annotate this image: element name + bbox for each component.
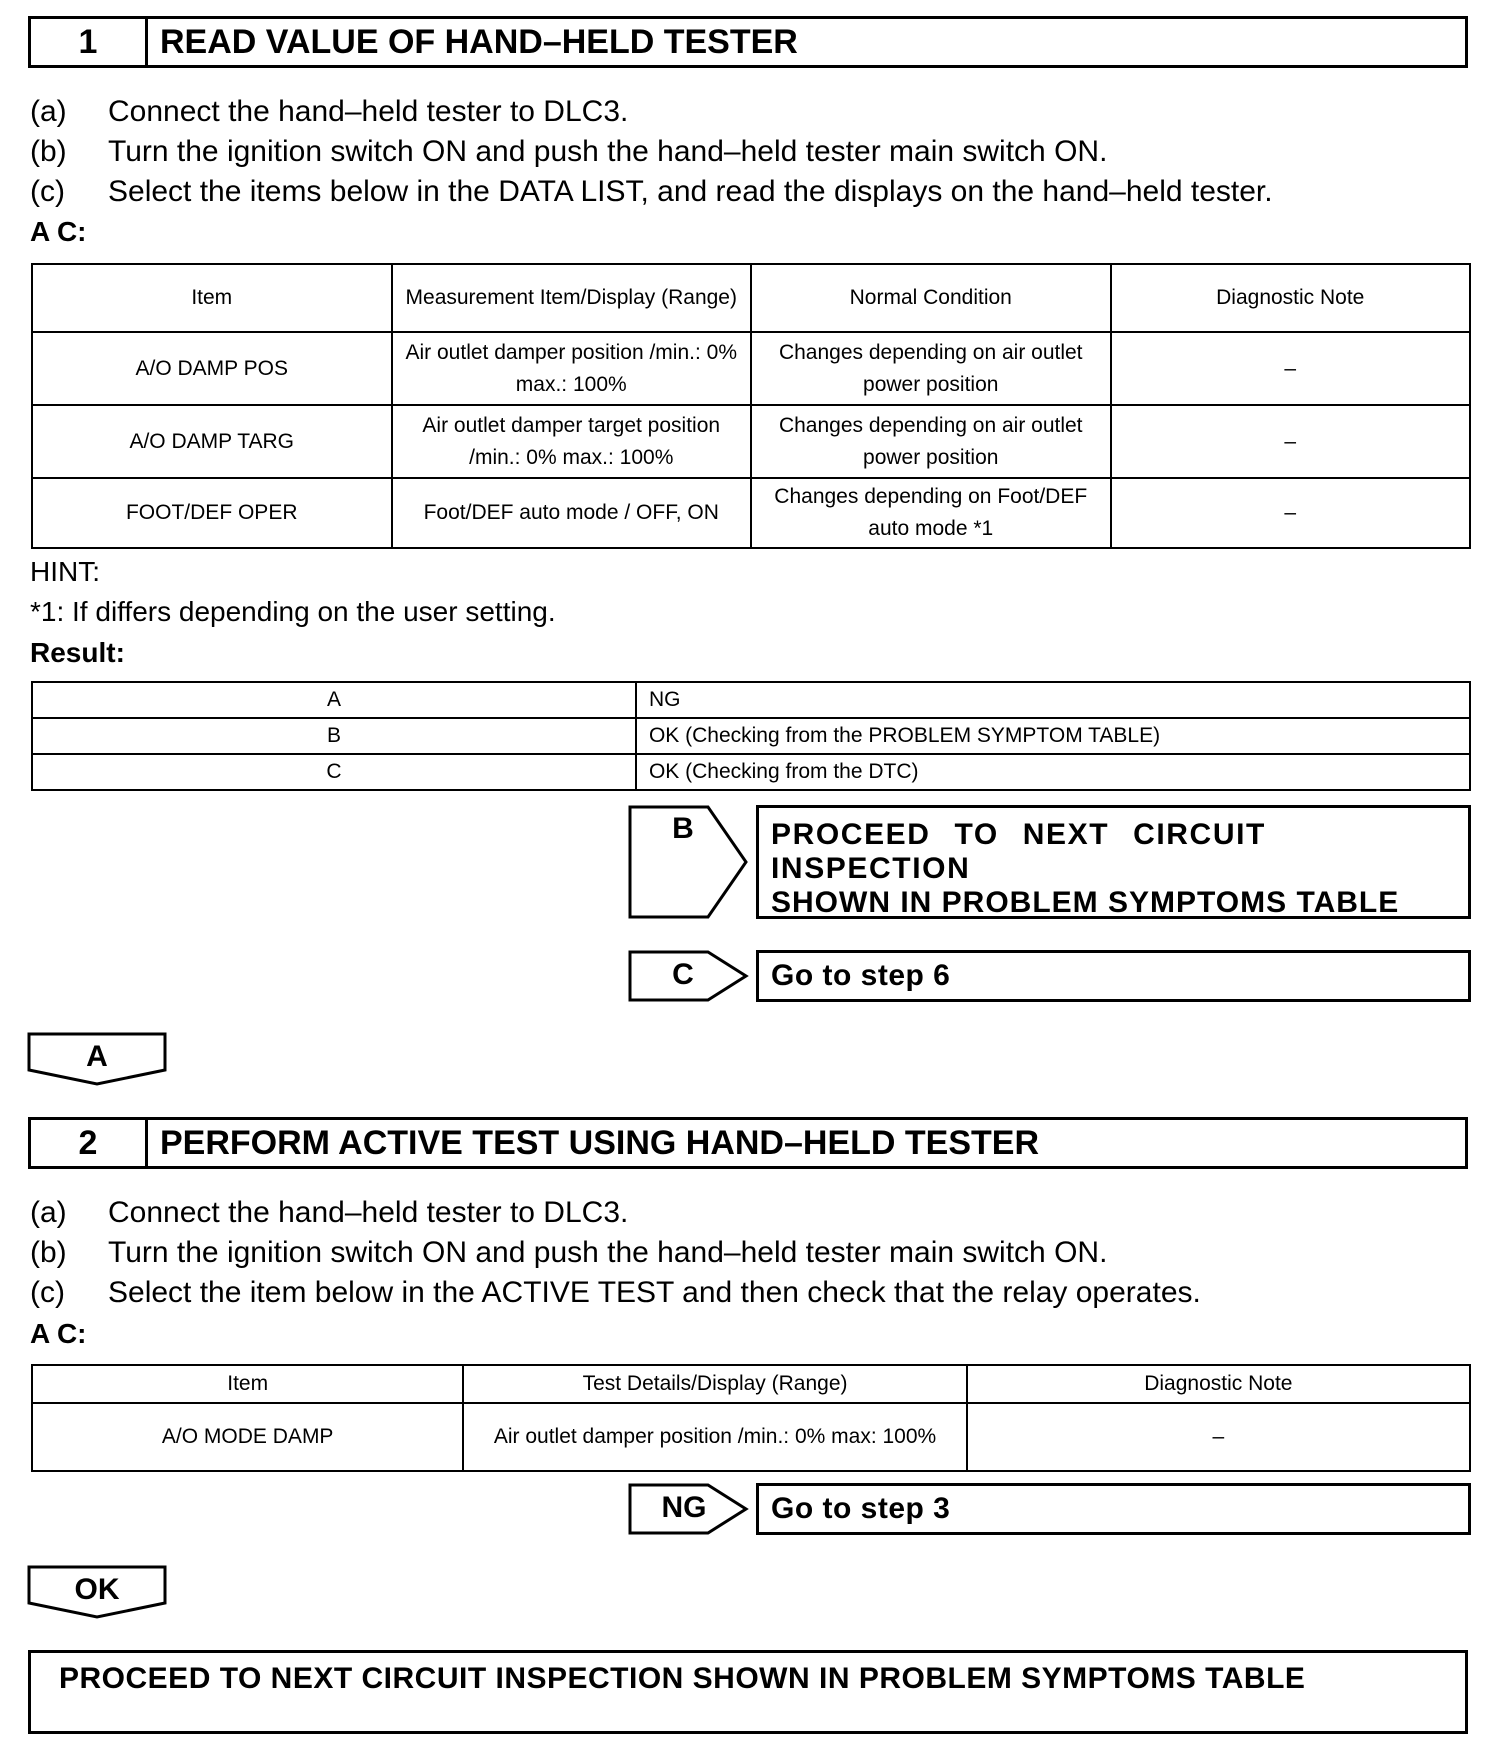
branch-ng-dest-text: Go to step 3 — [771, 1492, 951, 1525]
table-cell: A/O MODE DAMP — [32, 1403, 463, 1471]
table-row — [32, 405, 1470, 478]
table-cell: – — [967, 1403, 1470, 1471]
step1-ac-label: A C: — [30, 216, 87, 247]
table-header-cell: Normal Condition — [751, 264, 1111, 332]
hint-text: *1: If differs depending on the user setting. — [30, 596, 556, 627]
step1-title: READ VALUE OF HAND–HELD TESTER — [160, 22, 798, 61]
branch-c-destination — [756, 950, 1471, 1002]
instruction-item: (b) Turn the ignition switch ON and push the hand–held tester main switch ON. — [30, 135, 1108, 168]
table-cell: Air outlet damper target position /min.: 0% max.: 100% — [392, 405, 752, 478]
data-list-table — [31, 263, 1471, 549]
step2-header — [28, 1117, 1468, 1169]
result-text: NG — [636, 682, 1470, 718]
active-test-table — [31, 1364, 1471, 1472]
table-row — [32, 332, 1470, 405]
table-cell: A/O DAMP TARG — [32, 405, 392, 478]
result-label: Result: — [30, 637, 125, 668]
table-cell: Changes depending on Foot/DEF auto mode *1 — [751, 478, 1111, 548]
branch-c-dest-text: Go to step 6 — [771, 959, 951, 992]
final-action-text: PROCEED TO NEXT CIRCUIT INSPECTION SHOWN IN PROBLEM SYMPTOMS TABLE — [59, 1662, 1306, 1695]
result-code: C — [32, 754, 636, 790]
table-row — [32, 682, 1470, 718]
hint-label: HINT: — [30, 556, 100, 587]
table-cell: Changes depending on air outlet power position — [751, 405, 1111, 478]
table-cell: FOOT/DEF OPER — [32, 478, 392, 548]
instruction-item: (c) Select the items below in the DATA LIST, and read the displays on the hand–held tester. — [30, 175, 1273, 208]
branch-ng-code: NG — [661, 1491, 707, 1524]
table-header-cell: Diagnostic Note — [1111, 264, 1471, 332]
table-header-cell: Item — [32, 264, 392, 332]
table-cell: A/O DAMP POS — [32, 332, 392, 405]
step2-ac-label: A C: — [30, 1318, 87, 1349]
branch-b-dest-line2: SHOWN IN PROBLEM SYMPTOMS TABLE — [771, 886, 1400, 919]
table-cell: Foot/DEF auto mode / OFF, ON — [392, 478, 752, 548]
table-row — [32, 478, 1470, 548]
table-header-row — [32, 1365, 1470, 1403]
continue-a-code: A — [86, 1040, 108, 1073]
step2-instructions — [30, 1193, 1470, 1313]
step1-number: 1 — [31, 19, 148, 65]
continue-ok-code: OK — [74, 1573, 120, 1606]
result-code: B — [32, 718, 636, 754]
table-row — [32, 718, 1470, 754]
table-cell: – — [1111, 405, 1471, 478]
branch-b-dest-line1: PROCEED TO NEXT CIRCUIT INSPECTION — [771, 818, 1266, 885]
table-header-row — [32, 264, 1470, 332]
result-text: OK (Checking from the DTC) — [636, 754, 1470, 790]
table-row — [32, 754, 1470, 790]
table-header-cell: Measurement Item/Display (Range) — [392, 264, 752, 332]
branch-b-code: B — [672, 812, 694, 845]
table-row — [32, 1403, 1470, 1471]
step2-title: PERFORM ACTIVE TEST USING HAND–HELD TESTER — [160, 1123, 1040, 1162]
table-cell: Changes depending on air outlet power position — [751, 332, 1111, 405]
branch-b-destination — [756, 805, 1471, 919]
table-header-cell: Item — [32, 1365, 463, 1403]
table-cell: Air outlet damper position /min.: 0% max: 100% — [463, 1403, 966, 1471]
instruction-item: (a) Connect the hand–held tester to DLC3. — [30, 95, 629, 128]
step2-number: 2 — [31, 1120, 148, 1166]
result-text: OK (Checking from the PROBLEM SYMPTOM TABLE) — [636, 718, 1470, 754]
instruction-item: (a) Connect the hand–held tester to DLC3. — [30, 1196, 629, 1229]
result-table — [31, 681, 1471, 791]
instruction-item: (c) Select the item below in the ACTIVE TEST and then check that the relay operates. — [30, 1276, 1201, 1309]
branch-c-code: C — [672, 958, 694, 991]
table-cell: Air outlet damper position /min.: 0% max.: 100% — [392, 332, 752, 405]
step1-header — [28, 16, 1468, 68]
table-cell: – — [1111, 332, 1471, 405]
result-code: A — [32, 682, 636, 718]
table-header-cell: Test Details/Display (Range) — [463, 1365, 966, 1403]
instruction-item: (b) Turn the ignition switch ON and push the hand–held tester main switch ON. — [30, 1236, 1108, 1269]
step1-instructions — [30, 92, 1470, 212]
branch-ng-destination — [756, 1483, 1471, 1535]
table-cell: – — [1111, 478, 1471, 548]
final-action-box — [28, 1650, 1468, 1734]
table-header-cell: Diagnostic Note — [967, 1365, 1470, 1403]
